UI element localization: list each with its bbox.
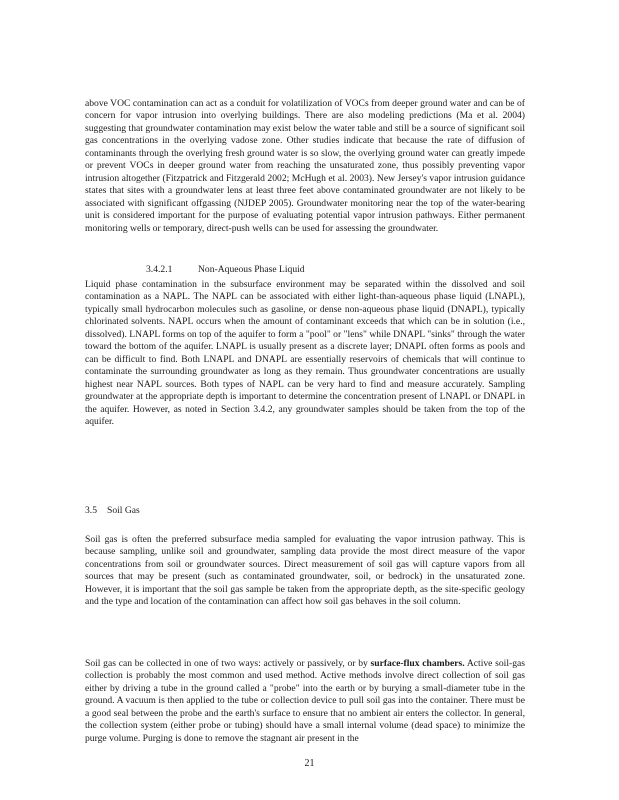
section-title: Soil Gas: [107, 505, 140, 516]
section-heading-napl: [146, 264, 305, 275]
bold-term: surface-flux chambers.: [370, 658, 465, 669]
section-title: Non-Aqueous Phase Liquid: [198, 264, 305, 275]
page-number: 21: [304, 758, 315, 769]
paragraph-rest: Active soil-gas collection is probably the most common and used method. Active methods involve direct collection of soil gas either by driving a tube in the ground called a "probe" into the earth or by burying a small-diameter tube in the ground. A vacuum is then applied to the tube or collection device to pull soil gas into the container. There must be a good seal between the probe and the earth's surface to ensure that no ambient air enters the collector. In general, the collection system (either probe or tubing) should have a small internal volume (dead space) to minimize the purge volume. Purging is done to remove the stagnant air present in the: [85, 658, 525, 744]
paragraph-napl: Liquid phase contamination in the subsurface environment may be separated within the dissolved and soil contamination as a NAPL. The NAPL can be associated with either light-than-aqueous phase liquid (LNAPL), typically small hydrocarbon molecules such as gasoline, or dense non-aqueous phase liquid (DNAPL), typically chlorinated solvents. NAPL occurs when the amount of contaminant exceeds that which can be in solution (i.e., dissolved). LNAPL forms on top of the aquifer to form a "pool" or "lens" while DNAPL "sinks" through the water toward the bottom of the aquifer. LNAPL is usually present as a discrete layer; DNAPL often forms as pools and can be difficult to find. Both LNAPL and DNAPL are essentially reservoirs of chemicals that will continue to contaminate the surrounding groundwater as long as they remain. Thus groundwater concentrations are usually highest near NAPL sources. Both types of NAPL can be very hard to find and measure accurately. Sampling groundwater at the appropriate depth is important to determine the concentration present of LNAPL or DNAPL in the aquifer. However, as noted in Section 3.4.2, any groundwater samples should be taken from the top of the aquifer.: [85, 279, 525, 427]
paragraph-intro: Soil gas can be collected in one of two ways: actively or passively, or by: [85, 658, 368, 669]
section-number: 3.4.2.1: [146, 264, 173, 275]
paragraph-soil-gas-collection: [85, 658, 525, 745]
section-number: 3.5: [85, 505, 97, 516]
paragraph-groundwater-conduit: above VOC contamination can act as a conduit for volatilization of VOCs from deeper ground water and can be of concern for vapor intrusion into overlying buildings. There are also modeling predictions (Ma et al. 2004) suggesting that groundwater contamination may exist below the water table and still be a source of significant soil gas concentrations in the overlying vadose zone. Other studies indicate that because the rate of diffusion of contaminants through the overlying fresh ground water is so slow, the overlying ground water can greatly impede or prevent VOCs in deeper ground water from reaching the unsaturated zone, thus possibly preventing vapor intrusion altogether (Fitzpatrick and Fitzgerald 2002; McHugh et al. 2003). New Jersey's vapor intrusion guidance states that sites with a groundwater lens at least three feet above contaminated groundwater are not likely to be associated with significant offgassing (NJDEP 2005). Groundwater monitoring near the top of the water-bearing unit is considered important for the purpose of evaluating potential vapor intrusion pathways. Either permanent monitoring wells or temporary, direct-push wells can be used for assessing the groundwater.: [85, 98, 525, 234]
section-heading-soil-gas: [85, 505, 140, 516]
paragraph-soil-gas-preferred: Soil gas is often the preferred subsurface media sampled for evaluating the vapor intrusion pathway. This is because sampling, unlike soil and groundwater, sampling data provide the most direct measure of the vapor concentrations from soil or groundwater sources. Direct measurement of soil gas will capture vapors from all sources that may be present (such as contaminated groundwater, soil, or bedrock) in the unsaturated zone. However, it is important that the soil gas sample be taken from the appropriate depth, as the site-specific geology and the type and location of the contamination can affect how soil gas behaves in the soil column.: [85, 534, 525, 608]
